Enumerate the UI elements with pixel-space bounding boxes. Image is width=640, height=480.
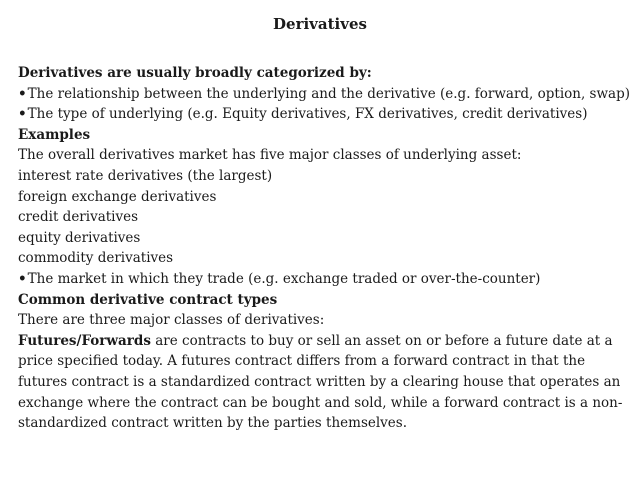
futures-term: Futures/Forwards xyxy=(18,332,151,349)
slide-title: Derivatives xyxy=(273,15,367,33)
asset-class-item: foreign exchange derivatives xyxy=(18,188,217,205)
intro-heading: Derivatives are usually broadly categorized by: xyxy=(18,65,372,81)
bullet-symbol: • xyxy=(18,85,27,102)
futures-text: are contracts to buy or sell an asset on or before a future date at a price specified today. A futures contract differs from a forward contract in that the futures contract is a standardized contract written by a clearing house that operates an exchange where the contract can be bought and sold, while a forward contract is a non-standardized contract written by the parties themselves. xyxy=(18,332,623,432)
asset-class-item: equity derivatives xyxy=(18,229,141,246)
bullet-item xyxy=(18,84,630,105)
slide-body xyxy=(18,63,630,434)
bullet-item xyxy=(18,269,624,290)
bullet-text: The relationship between the underlying and the derivative (e.g. forward, option, swap) xyxy=(27,85,630,102)
examples-heading: Examples xyxy=(18,126,91,143)
examples-intro: The overall derivatives market has five major classes of underlying asset: xyxy=(18,147,522,164)
bullet-symbol: • xyxy=(18,106,27,123)
asset-class-item: interest rate derivatives (the largest) xyxy=(18,167,273,184)
types-heading: Common derivative contract types xyxy=(18,291,278,308)
bullet-symbol: • xyxy=(18,270,27,287)
types-intro: There are three major classes of derivatives: xyxy=(18,312,325,329)
futures-paragraph xyxy=(18,331,624,434)
asset-class-item: credit derivatives xyxy=(18,209,139,226)
bullet-text: The type of underlying (e.g. Equity derivatives, FX derivatives, credit derivatives) xyxy=(27,106,588,123)
asset-class-item: commodity derivatives xyxy=(18,250,174,267)
bullet-text: The market in which they trade (e.g. exchange traded or over-the-counter) xyxy=(27,270,541,287)
bullet-item xyxy=(18,104,624,125)
